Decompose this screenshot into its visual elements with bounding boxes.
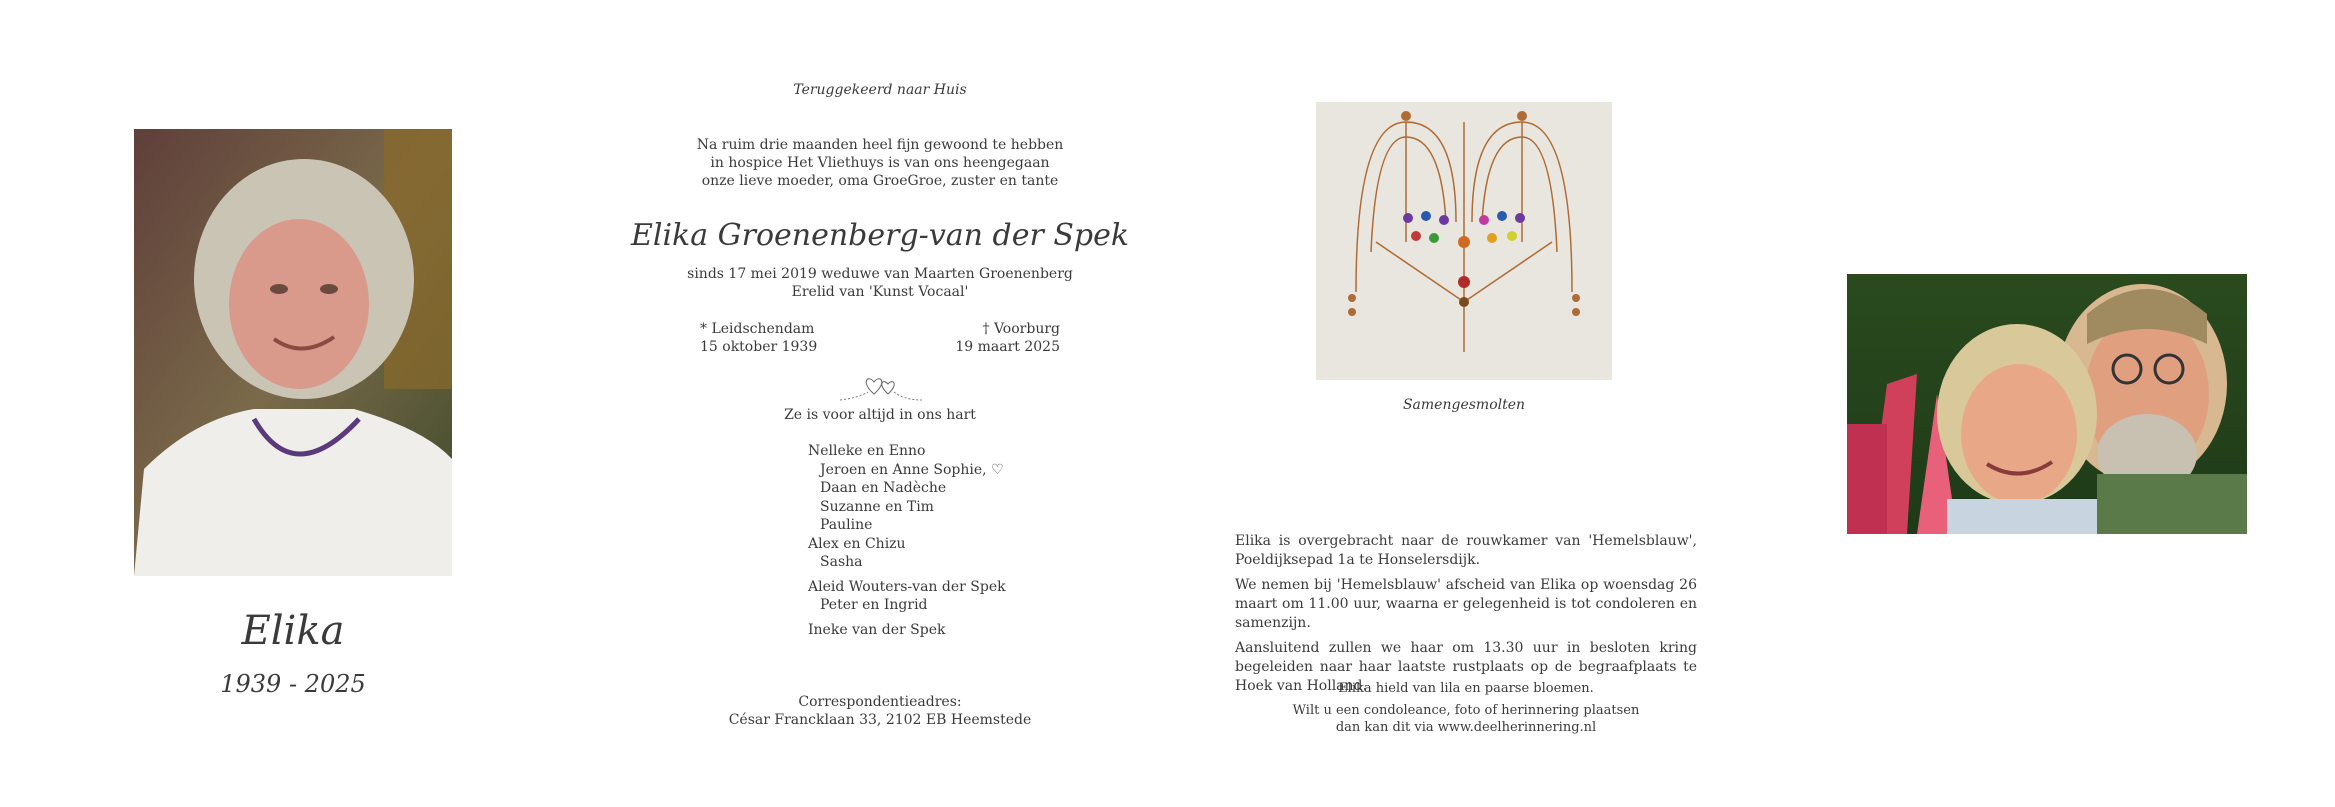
intro-line: in hospice Het Vliethuys is van ons heengegaan	[710, 155, 1050, 171]
intro-text	[680, 136, 1080, 190]
family-member: Peter en Ingrid	[820, 597, 928, 613]
portrait-photo-icon	[134, 129, 452, 576]
heading: Teruggekeerd naar Huis	[793, 82, 967, 98]
family-member: Daan en Nadèche	[820, 480, 947, 496]
condolence-block	[1260, 702, 1672, 736]
death-block	[860, 320, 1060, 356]
family-member: Sasha	[820, 554, 863, 570]
artwork-caption: Samengesmolten	[1402, 397, 1526, 413]
family-member: Alex en Chizu	[808, 535, 906, 552]
full-name: Elika Groenenberg-van der Spek	[630, 218, 1130, 253]
info-paragraph: We nemen bij 'Hemelsblauw' afscheid van Elika op woensdag 26 maart om 11.00 uur, waarna er gelegenheid is tot condoleren en samenzijn.	[1235, 577, 1697, 631]
info-paragraph: Aansluitend zullen we haar om 13.30 uur in besloten kring begeleiden naar haar laatste rustplaats op de begraafplaats te Hoek van Holland.	[1235, 640, 1697, 694]
funeral-info	[1235, 532, 1697, 696]
family-member: Jeroen en Anne Sophie, ♡	[820, 461, 1004, 478]
forever-line: Ze is voor altijd in ons hart	[784, 407, 976, 423]
death-date: 19 maart 2025	[955, 339, 1060, 355]
address-label: Correspondentieadres:	[798, 694, 962, 710]
birth-place: * Leidschendam	[700, 321, 815, 337]
hearts-ornament	[838, 372, 924, 406]
portrait-photo	[134, 129, 452, 576]
detail-line: Erelid van 'Kunst Vocaal'	[791, 284, 969, 300]
condolence-line: Wilt u een condoleance, foto of herinnering plaatsen	[1292, 703, 1640, 718]
family-member: Suzanne en Tim	[820, 498, 934, 515]
couple-photo	[1847, 274, 2247, 534]
family-member: Nelleke en Enno	[808, 443, 926, 459]
condolence-line: dan kan dit via www.deelherinnering.nl	[1335, 720, 1597, 735]
family-member: Pauline	[820, 517, 873, 533]
artwork-image	[1316, 102, 1612, 380]
couple-photo-icon	[1847, 274, 2247, 534]
address: César Francklaan 33, 2102 EB Heemstede	[728, 712, 1032, 728]
deceased-first-name: Elika	[241, 608, 345, 654]
hearts-ornament-icon	[838, 372, 924, 406]
detail-line: sinds 17 mei 2019 weduwe van Maarten Groenenberg	[687, 266, 1073, 282]
family-member: Ineke van der Spek	[808, 621, 946, 638]
beaded-artwork-icon	[1316, 102, 1612, 380]
family-list	[808, 442, 1108, 639]
family-member: Aleid Wouters-van der Spek	[808, 578, 1006, 595]
intro-line: Na ruim drie maanden heel fijn gewoond te hebben	[696, 137, 1064, 153]
intro-line: onze lieve moeder, oma GroeGroe, zuster en tante	[701, 173, 1059, 189]
birth-date: 15 oktober 1939	[700, 339, 818, 355]
flowers-line: Elika hield van lila en paarse bloemen.	[1338, 681, 1594, 696]
address-block	[680, 693, 1080, 729]
details	[680, 265, 1080, 301]
info-paragraph: Elika is overgebracht naar de rouwkamer van 'Hemelsblauw', Poeldijksepad 1a te Honselersdijk.	[1235, 533, 1697, 568]
death-place: † Voorburg	[982, 321, 1060, 337]
life-years: 1939 - 2025	[220, 670, 366, 698]
